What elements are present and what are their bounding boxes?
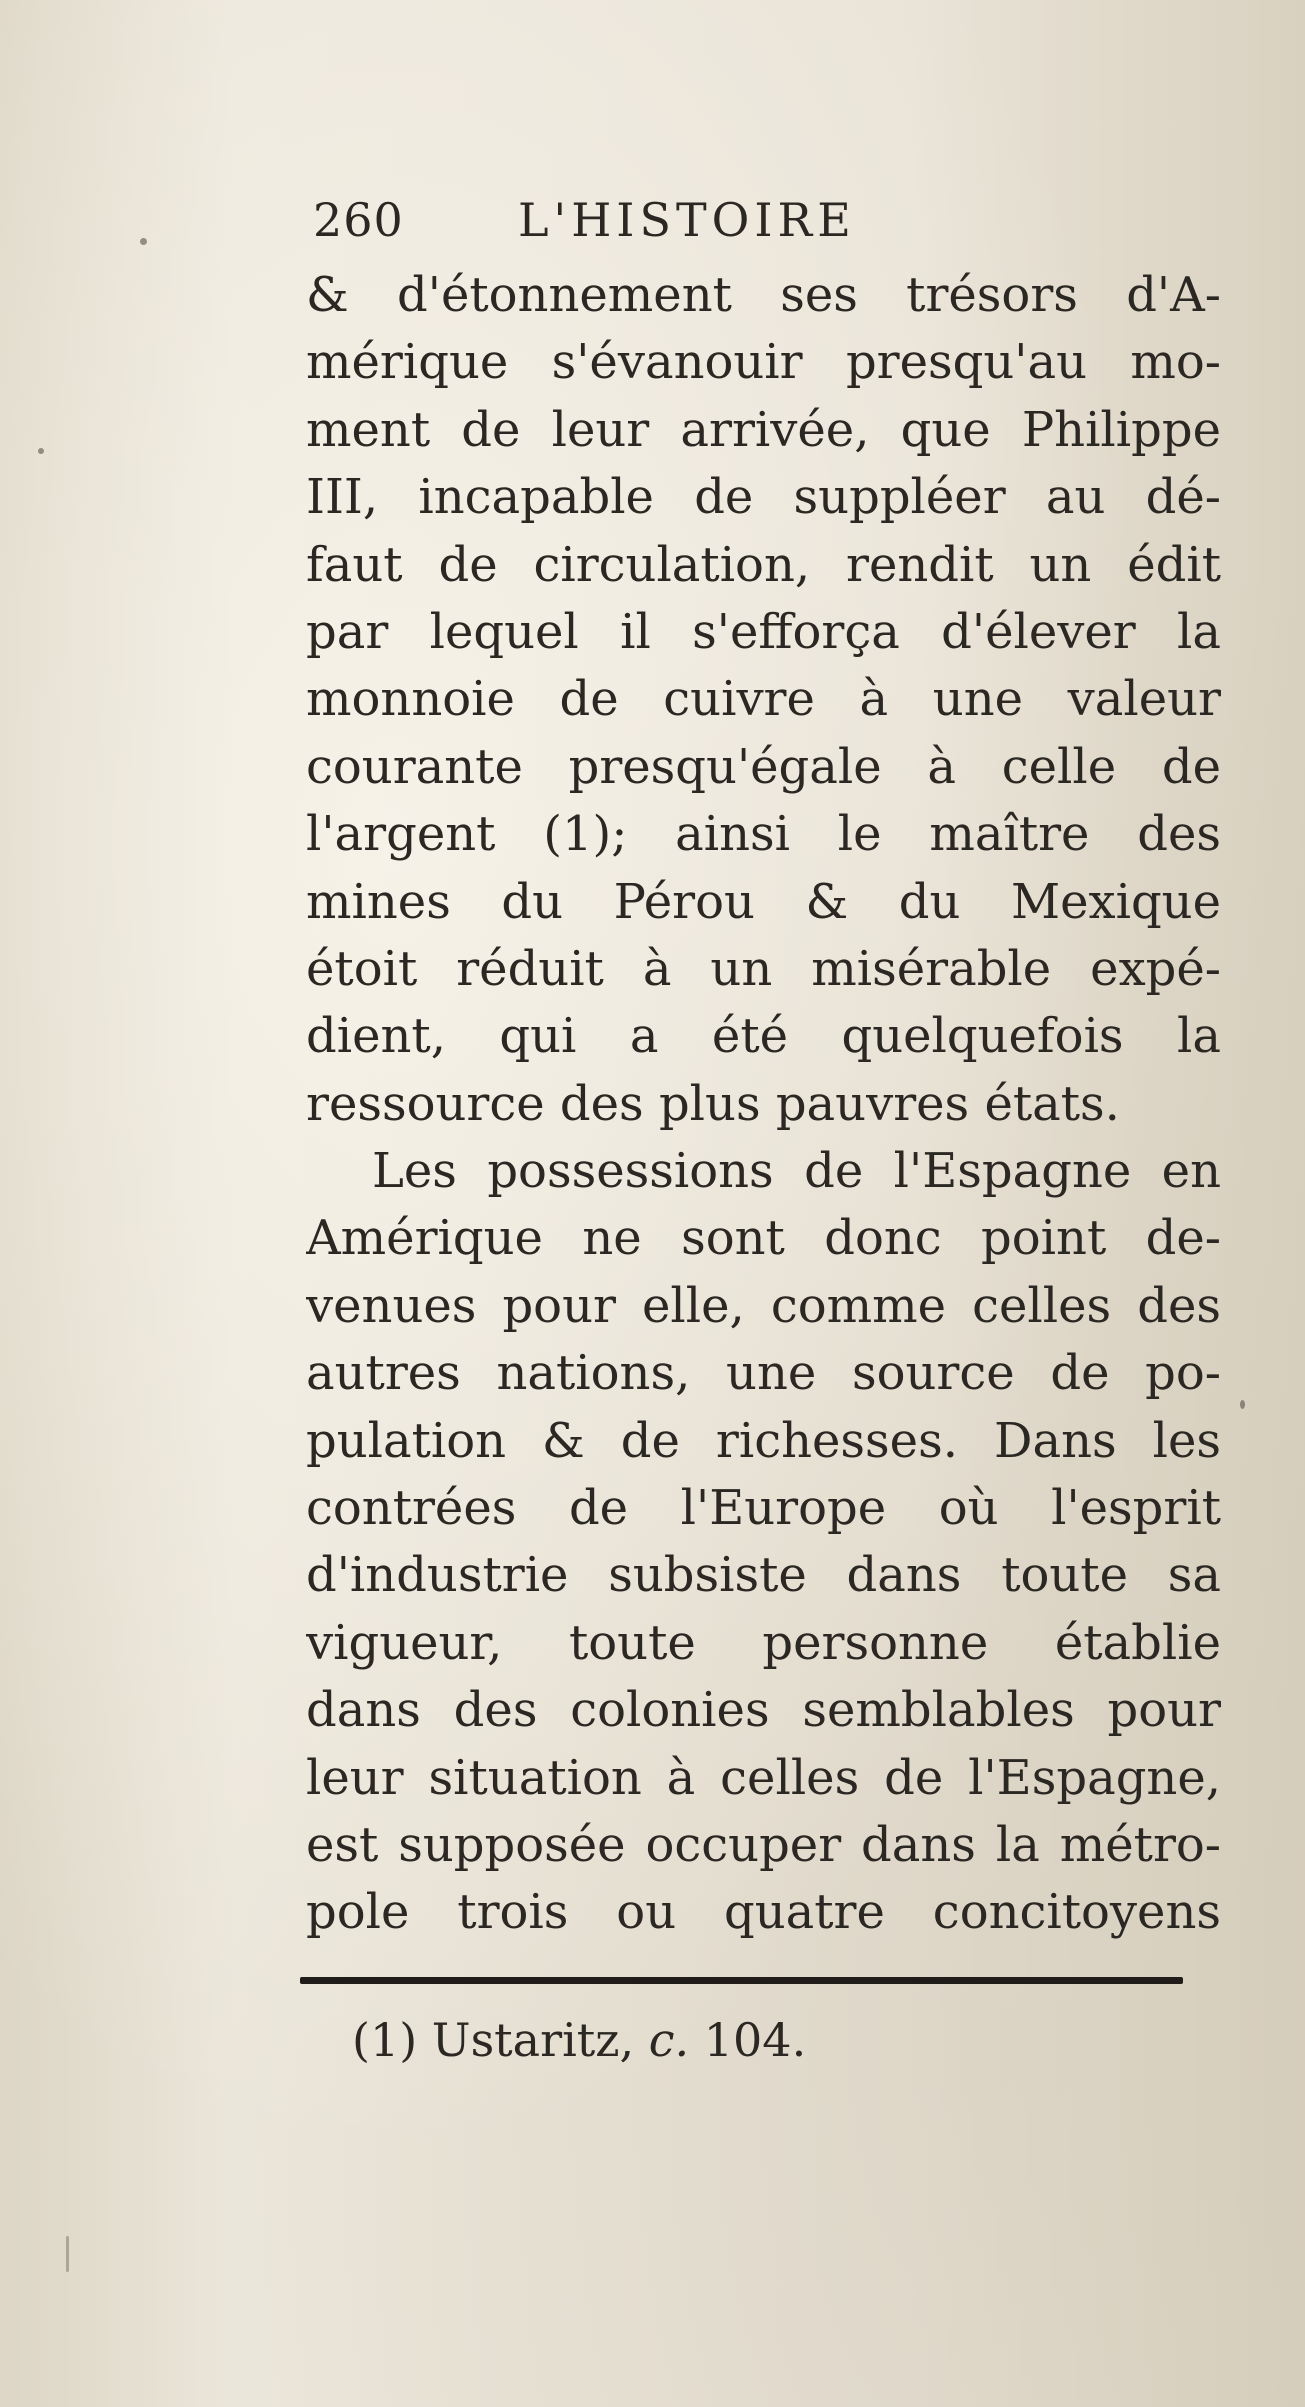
text-line: étoit réduit à un misérable expé- <box>306 940 1221 997</box>
paper-speck <box>66 2236 69 2272</box>
text-line: mérique s'évanouir presqu'au mo- <box>306 334 1221 391</box>
text-line: pole trois ou quatre concitoyens <box>306 1884 1221 1941</box>
text-line: mines du Pérou & du Mexique <box>306 873 1221 930</box>
running-header <box>313 190 856 250</box>
text-line: contrées de l'Europe où l'esprit <box>306 1480 1221 1537</box>
footnote-rule <box>300 1977 1183 1984</box>
footnote-ref-number: 104. <box>703 2013 807 2067</box>
text-line: monnoie de cuivre à une valeur <box>306 671 1221 728</box>
footnote <box>352 2010 806 2070</box>
text-line: est supposée occuper dans la métro- <box>306 1816 1221 1873</box>
paper-speck <box>38 448 44 454</box>
page-number: 260 <box>313 193 404 247</box>
text-line: courante presqu'égale à celle de <box>306 738 1221 795</box>
text-line: l'argent (1); ainsi le maître des <box>306 806 1221 863</box>
text-line: ressource des plus pauvres états. <box>306 1075 1120 1132</box>
text-line: & d'étonnement ses trésors d'A- <box>306 267 1221 323</box>
paper-speck <box>140 238 147 245</box>
body-text <box>306 262 1221 1947</box>
text-line: faut de circulation, rendit un édit <box>306 536 1221 593</box>
text-line: vigueur, toute personne établie <box>306 1614 1221 1671</box>
text-line: III, incapable de suppléer au dé- <box>306 469 1221 526</box>
paper-speck <box>1240 1400 1245 1409</box>
text-line: autres nations, une source de po- <box>306 1345 1221 1402</box>
text-line: par lequel il s'efforça d'élever la <box>306 603 1221 660</box>
footnote-ref-prefix: c. <box>648 2013 690 2067</box>
text-line: leur situation à celles de l'Espagne, <box>306 1749 1221 1806</box>
footnote-author: Ustaritz, <box>431 2013 635 2067</box>
text-line: d'industrie subsiste dans toute sa <box>306 1547 1221 1604</box>
text-line: pulation & de richesses. Dans les <box>306 1412 1221 1469</box>
running-title: L'HISTOIRE <box>518 193 856 247</box>
text-line: dient, qui a été quelquefois la <box>306 1008 1221 1065</box>
text-line: Les possessions de l'Espagne en <box>372 1143 1221 1200</box>
text-line: venues pour elle, comme celles des <box>306 1277 1221 1334</box>
footnote-marker: (1) <box>352 2013 418 2067</box>
text-line: dans des colonies semblables pour <box>306 1682 1221 1739</box>
text-line: Amérique ne sont donc point de- <box>306 1210 1221 1267</box>
text-line: ment de leur arrivée, que Philippe <box>306 401 1221 458</box>
